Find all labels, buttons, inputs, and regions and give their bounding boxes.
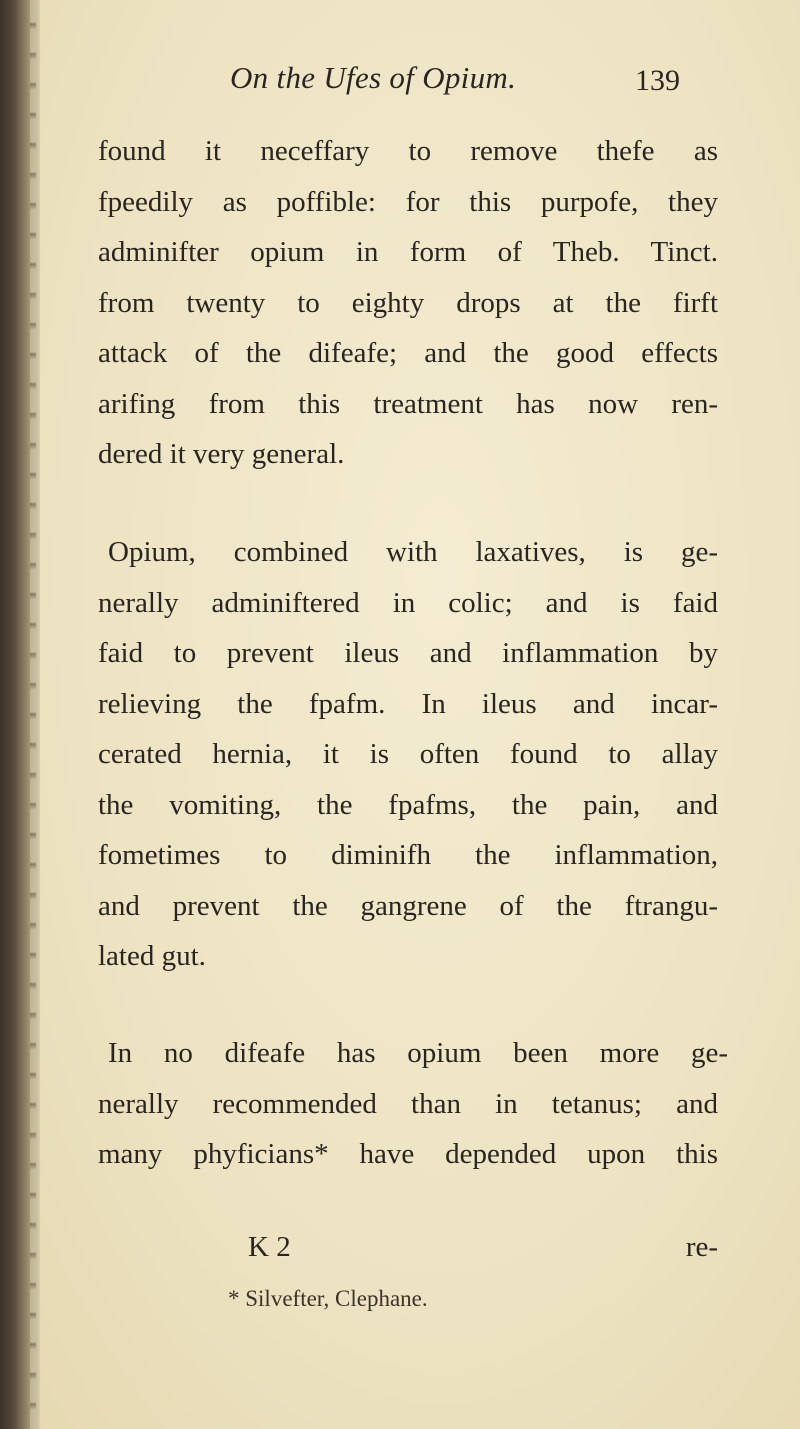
text-line: arifing from this treatment has now ren-: [98, 387, 718, 420]
text-line: adminifter opium in form of Theb. Tinct.: [98, 236, 718, 268]
text-line: In no difeafe has opium been more ge-: [108, 1037, 728, 1069]
catchword: re-: [685, 1231, 718, 1263]
paragraph-2: [98, 527, 718, 982]
page-header: [230, 60, 680, 110]
text-line: and prevent the gangrene of the ftrangu-: [98, 889, 718, 922]
text-line: many phyficians* have depended upon this: [98, 1138, 718, 1170]
text-line: cerated hernia, it is often found to allay: [98, 738, 718, 770]
paragraph-1: [98, 126, 718, 480]
running-head: On the Ufes of Opium.: [230, 60, 517, 95]
text-line: found it neceffary to remove thefe as: [98, 135, 718, 167]
text-line: fometimes to diminifh the inflammation,: [98, 839, 718, 871]
page-edge: [30, 0, 36, 1429]
text-line: the vomiting, the fpafms, the pain, and: [98, 788, 718, 821]
text-line: faid to prevent ileus and inflammation by: [98, 637, 718, 669]
text-line: lated gut.: [98, 940, 206, 972]
signature-mark: K 2: [248, 1231, 291, 1263]
text-line: attack of the difeafe; and the good effects: [98, 337, 718, 369]
text-line: nerally recommended than in tetanus; and: [98, 1087, 718, 1120]
page-footer-marks: [248, 1231, 718, 1271]
text-line: nerally adminiftered in colic; and is faid: [98, 586, 718, 619]
text-line: relieving the fpafm. In ileus and incar-: [98, 687, 718, 720]
text-line: Opium, combined with laxatives, is ge-: [108, 536, 718, 568]
footnote: * Silvefter, Clephane.: [228, 1286, 428, 1311]
text-line: from twenty to eighty drops at the firft: [98, 286, 718, 319]
text-line: dered it very general.: [98, 438, 345, 470]
text-line: fpeedily as poffible: for this purpofe, they: [98, 185, 718, 218]
paragraph-3: [98, 1028, 728, 1180]
page-number: 139: [635, 64, 680, 97]
